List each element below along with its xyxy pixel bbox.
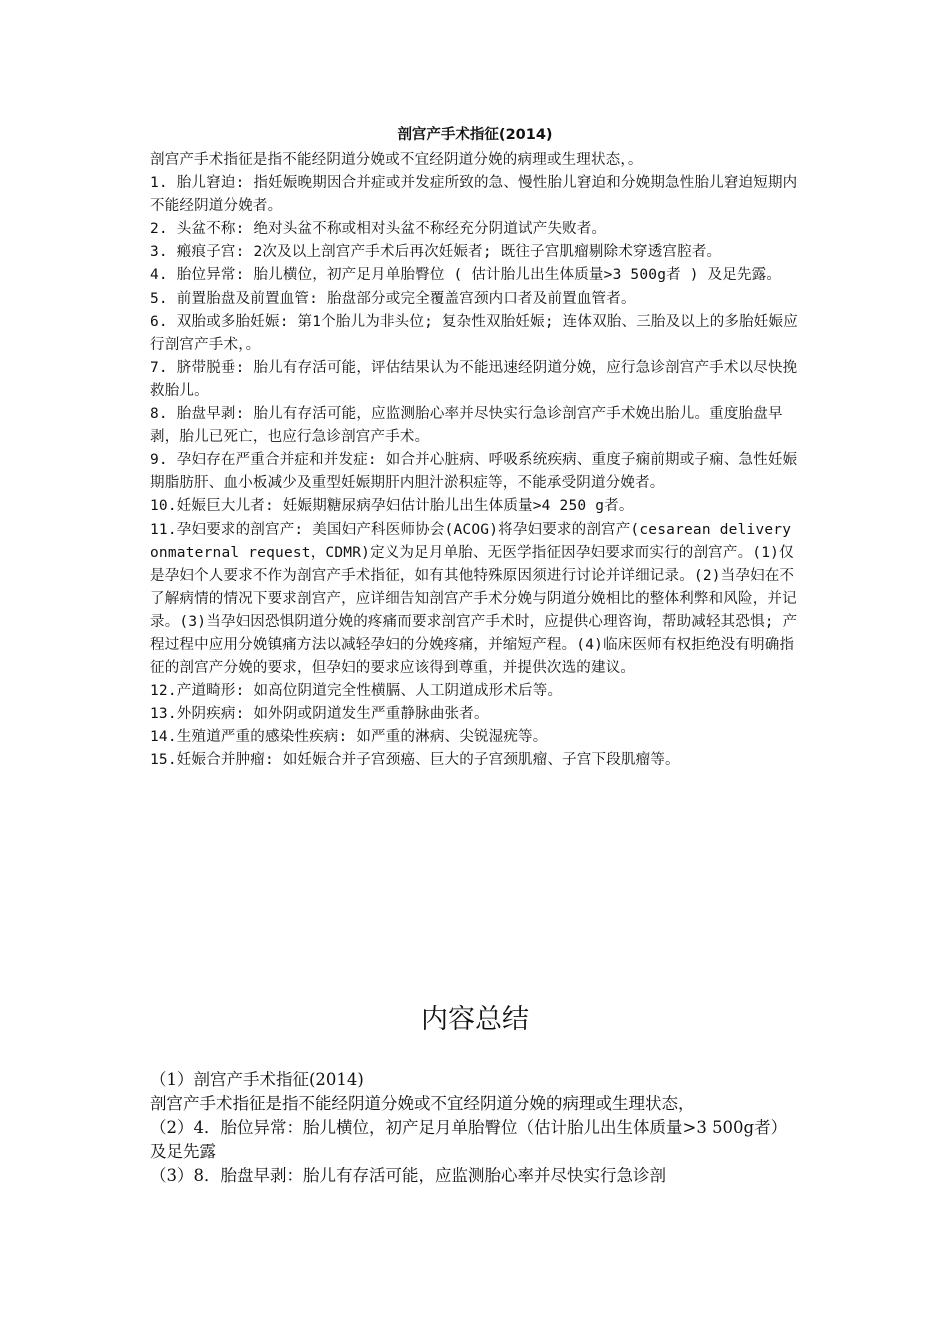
document-title: 剖宫产手术指征(2014) bbox=[397, 127, 553, 143]
summary-line-3: （2）4．胎位异常：胎儿横位，初产足月单胎臀位（估计胎儿出生体质量>3 500g者）及足先露 bbox=[150, 1118, 788, 1161]
indication-item-12: 12.产道畸形: 如高位阴道完全性横膈、人工阴道成形术后等。 bbox=[150, 683, 563, 700]
indication-item-14: 14.生殖道严重的感染性疾病: 如严重的淋病、尖锐湿疣等。 bbox=[150, 729, 548, 746]
indication-item-11: 11.孕妇要求的剖宫产: 美国妇产科医师协会(ACOG)将孕妇要求的剖宫产(cesarean delivery onmaternal request，CDMR)定义为足月单胎、无医学指征因孕妇要求而实行的剖宫产。(1)仅是孕妇个人要求不作为剖宫产手术指征，如有其他特殊原因须进行讨论并详细记录。(2)当孕妇在不了解病情的情况下要求剖宫产，应详细告知剖宫产手术分娩与阴道分娩相比的整体利弊和风险，并记录。(3)当孕妇因恐惧阴道分娩的疼痛而要求剖宫产手术时，应提供心理咨询，帮助减轻其恐惧; 产程过程中应用分娩镇痛方法以减轻孕妇的分娩疼痛，并缩短产程。(4)临床医师有权拒绝没有明确指征的剖宫产分娩的要求，但孕妇的要求应该得到尊重，并提供次选的建议。 bbox=[150, 521, 798, 677]
document-body bbox=[150, 149, 805, 773]
indication-item-4: 4. 胎位异常: 胎儿横位，初产足月单胎臀位 ( 估计胎儿出生体质量>3 500g者 ) 及足先露。 bbox=[150, 267, 782, 284]
indication-item-7: 7. 脐带脱垂: 胎儿有存活可能，评估结果认为不能迅速经阴道分娩，应行急诊剖宫产手术以尽快挽救胎儿。 bbox=[150, 359, 798, 399]
summary-line-1: （1）剖宫产手术指征(2014) bbox=[150, 1070, 364, 1089]
indication-item-6: 6. 双胎或多胎妊娠: 第1个胎儿为非头位; 复杂性双胎妊娠; 连体双胎、三胎及以上的多胎妊娠应行剖宫产手术，。 bbox=[150, 313, 798, 353]
intro-paragraph: 剖宫产手术指征是指不能经阴道分娩或不宜经阴道分娩的病理或生理状态，。 bbox=[150, 152, 643, 168]
indication-item-13: 13.外阴疾病: 如外阴或阴道发生严重静脉曲张者。 bbox=[150, 706, 489, 723]
indication-item-8: 8. 胎盘早剥: 胎儿有存活可能，应监测胎心率并尽快实行急诊剖宫产手术娩出胎儿。重度胎盘早剥，胎儿已死亡，也应行急诊剖宫产手术。 bbox=[150, 406, 783, 446]
indication-item-3: 3. 瘢痕子宫: 2次及以上剖宫产手术后再次妊娠者; 既往子宫肌瘤剔除术穿透宫腔者。 bbox=[150, 244, 722, 261]
indication-item-15: 15.妊娠合并肿瘤: 如妊娠合并子宫颈癌、巨大的子宫颈肌瘤、子宫下段肌瘤等。 bbox=[150, 752, 680, 769]
summary-body bbox=[150, 1068, 800, 1188]
summary-heading: 内容总结 bbox=[421, 1004, 529, 1035]
indication-item-9: 9. 孕妇存在严重合并症和并发症: 如合并心脏病、呼吸系统疾病、重度子痫前期或子痫、急性妊娠期脂肪肝、血小板减少及重型妊娠期肝内胆汁淤积症等，不能承受阴道分娩者。 bbox=[150, 452, 798, 492]
indication-item-1: 1. 胎儿窘迫: 指妊娠晚期因合并症或并发症所致的急、慢性胎儿窘迫和分娩期急性胎儿窘迫短期内不能经阴道分娩者。 bbox=[150, 175, 798, 215]
summary-line-2: 剖宫产手术指征是指不能经阴道分娩或不宜经阴道分娩的病理或生理状态， bbox=[150, 1094, 695, 1113]
indication-item-5: 5. 前置胎盘及前置血管: 胎盘部分或完全覆盖宫颈内口者及前置血管者。 bbox=[150, 290, 636, 307]
summary-line-4: （3）8．胎盘早剥：胎儿有存活可能，应监测胎心率并尽快实行急诊剖 bbox=[150, 1166, 666, 1185]
indication-item-2: 2. 头盆不称: 绝对头盆不称或相对头盆不称经充分阴道试产失败者。 bbox=[150, 221, 607, 238]
indication-item-10: 10.妊娠巨大儿者: 妊娠期糖尿病孕妇估计胎儿出生体质量>4 250 g者。 bbox=[150, 498, 634, 515]
